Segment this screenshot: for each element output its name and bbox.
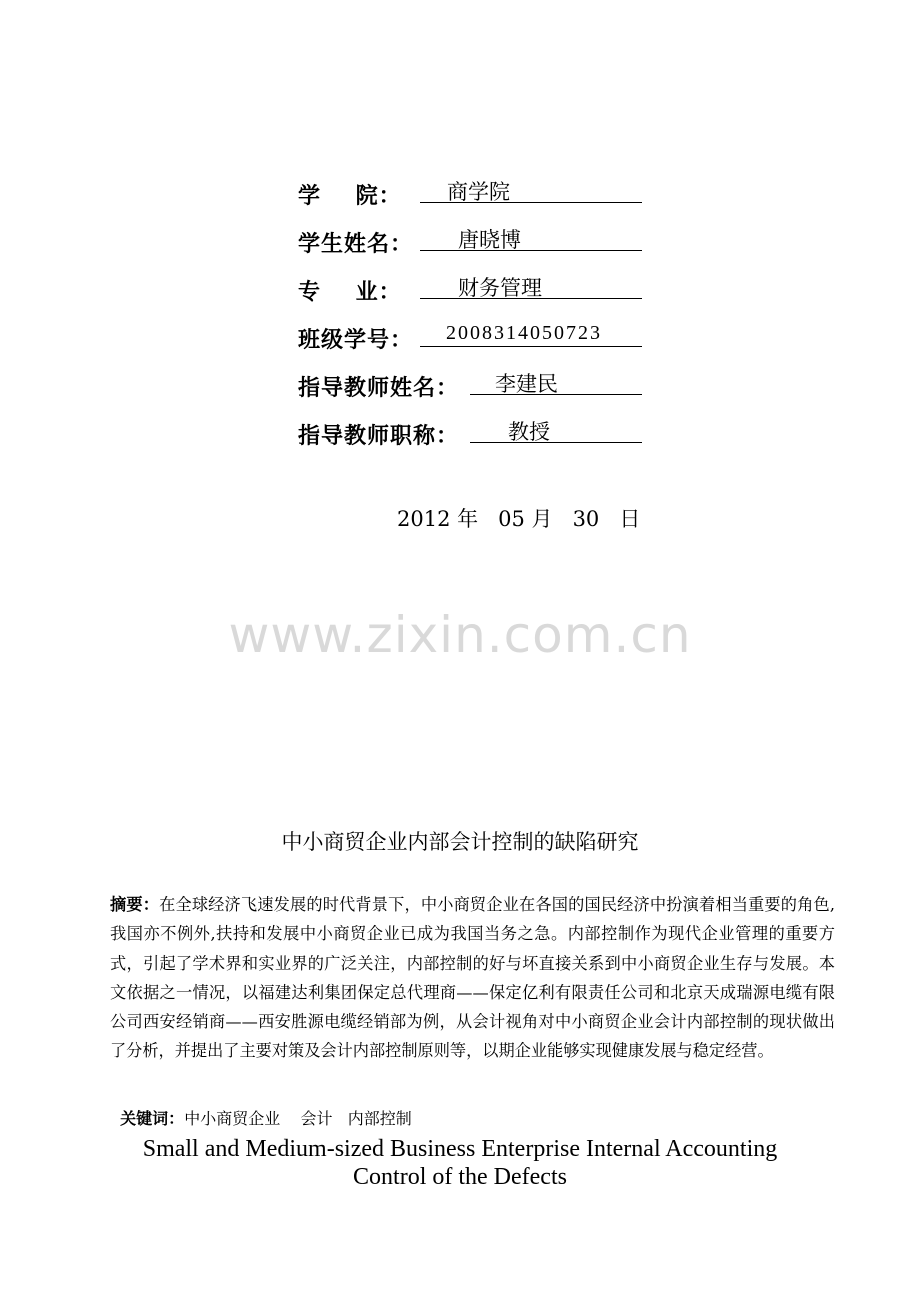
field-value-student-name: 唐晓博 (458, 228, 521, 252)
paper-title-en-line1: Small and Medium-sized Business Enterprise Internal Accounting (142, 1136, 778, 1162)
field-value-major: 财务管理 (458, 276, 542, 300)
field-row-student-name (298, 218, 413, 258)
field-row-college (298, 170, 402, 210)
field-label-advisor-name: 指导教师姓名： (298, 376, 460, 401)
field-label-major: 专 业： (298, 280, 402, 305)
keywords-text: 中小商贸企业 会计 内部控制 (184, 1109, 412, 1128)
field-label-student-id: 班级学号： (298, 328, 414, 353)
cover-date: 2012 年 05 月 30 日 (397, 507, 641, 531)
paper-title-en-line2: Control of the Defects (353, 1164, 567, 1190)
abstract (110, 890, 835, 1066)
paper-title-cn: 中小商贸企业内部会计控制的缺陷研究 (281, 830, 639, 854)
keywords-label: 关键词： (120, 1109, 185, 1128)
field-underline-student-name (420, 250, 642, 251)
field-label-college: 学 院： (298, 184, 402, 209)
field-label-student-name: 学生姓名： (298, 232, 414, 257)
field-row-advisor-name (298, 362, 459, 402)
watermark: www.zixin.com.cn (228, 606, 692, 664)
abstract-text: 在全球经济飞速发展的时代背景下，中小商贸企业在各国的国民经济中扮演着相当重要的角色,我国亦不例外,扶持和发展中小商贸企业已成为我国当务之急。内部控制作为现代企业管理的重要方式，引起了学术界和实业界的广泛关注，内部控制的好与坏直接关系到中小商贸企业生存与发展。本文依据之一情况，以福建达利集团保定总代理商——保定亿利有限责任公司和北京天成瑞源电缆有限公司西安经销商——西安胜源电缆经销部为例，从会计视角对中小商贸企业会计内部控制的现状做出了分析，并提出了主要对策及会计内部控制原则等，以期企业能够实现健康发展与稳定经营。 (110, 895, 835, 1061)
paper-title-en (0, 1135, 920, 1191)
field-value-advisor-title: 教授 (508, 420, 550, 444)
field-row-advisor-title (298, 410, 459, 450)
field-row-major (298, 266, 402, 306)
field-row-student-id (298, 314, 413, 354)
field-underline-student-id (420, 346, 642, 347)
field-value-student-id: 2008314050723 (446, 322, 602, 344)
field-underline-advisor-title (470, 442, 642, 443)
field-label-advisor-title: 指导教师职称： (298, 424, 460, 449)
field-value-college: 商学院 (447, 180, 510, 204)
keywords (110, 1087, 412, 1129)
abstract-label: 摘要： (110, 895, 160, 914)
field-value-advisor-name: 李建民 (495, 372, 558, 396)
